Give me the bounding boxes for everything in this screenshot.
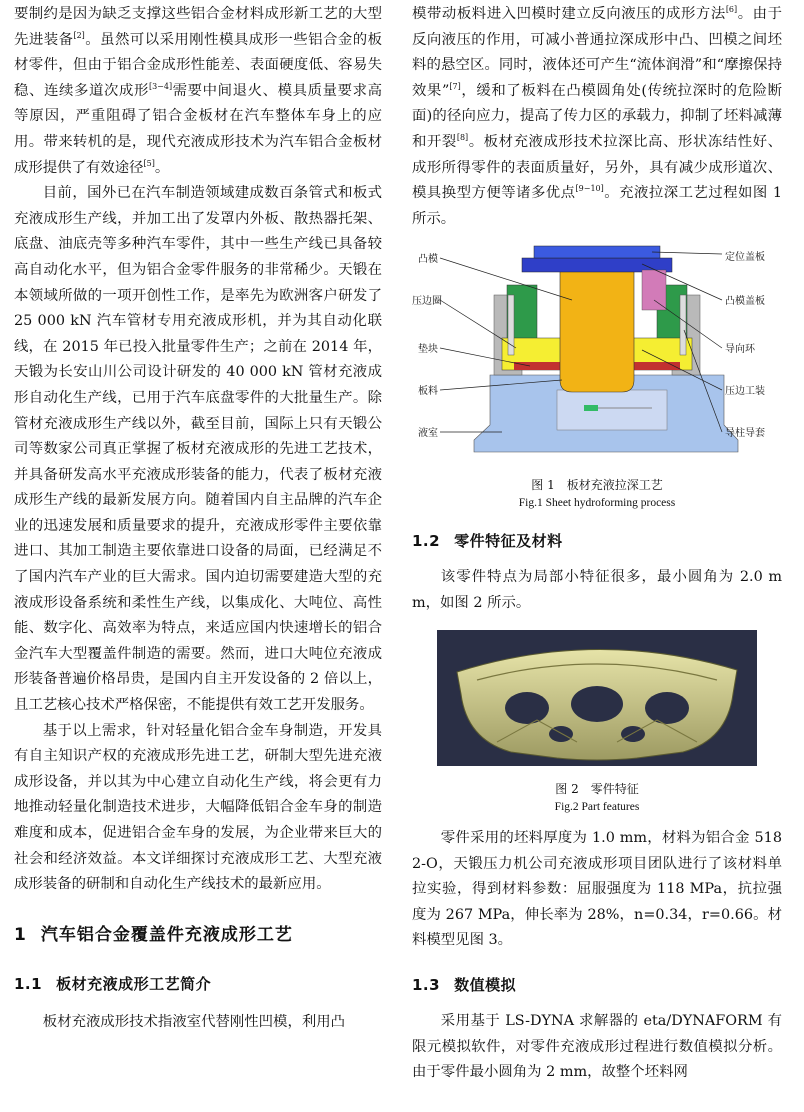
left-pad bbox=[514, 362, 562, 370]
positioning-cover-plate bbox=[534, 246, 660, 258]
fluid-inlet bbox=[584, 405, 598, 411]
right-pad bbox=[632, 362, 680, 370]
right-section-1-2 bbox=[412, 530, 782, 616]
right-guide-pin bbox=[680, 295, 686, 355]
label-liquid-chamber: 液室 bbox=[418, 428, 438, 439]
label-blank-holder: 压边圈 bbox=[412, 296, 442, 307]
section-heading-1: 1 汽车铝合金覆盖件充液成形工艺 bbox=[14, 924, 293, 945]
leader-line bbox=[652, 252, 722, 254]
figure-1-caption-en: Fig.1 Sheet hydroforming process bbox=[518, 497, 676, 509]
figure-2-caption-cn: 图 2 零件特征 bbox=[555, 782, 639, 796]
right-paragraph-2: 该零件特点为局部小特征很多，最小圆角为 2.0 mm，如图 2 所示。 bbox=[412, 569, 782, 611]
right-paragraph-3: 零件采用的坯料厚度为 1.0 mm，材料为铝合金 5182-O，天锻压力机公司充液成形项目团队进行了该材料单拉实验，得到材料参数：屈服强度为 118 MPa，抗拉强度为 267 MPa，伸长率为 28%，n=0.34，r=0.66。材料模型见图 3。 bbox=[412, 830, 782, 949]
left-column bbox=[14, 0, 382, 1035]
label-guide-pin-sleeve: 导柱导套 bbox=[725, 428, 765, 439]
figure-1-hydroforming-diagram bbox=[412, 240, 782, 472]
figure-2-svg bbox=[437, 630, 757, 766]
figure-1-caption bbox=[412, 476, 782, 512]
subsection-heading-1-1: 1.1 板材充液成形工艺简介 bbox=[14, 974, 212, 993]
subsection-heading-1-3: 1.3 数值模拟 bbox=[412, 975, 517, 994]
figure-2-caption bbox=[412, 780, 782, 816]
part-hole bbox=[645, 692, 689, 724]
label-punch-cover-plate: 凸模盖板 bbox=[725, 296, 765, 307]
figure-2-part-image bbox=[437, 630, 757, 766]
right-paragraph-4: 采用基于 LS-DYNA 求解器的 eta/DYNAFORM 有限元模拟软件，对零件充液成形过程进行数值模拟分析。由于零件最小圆角为 2 mm，故整个坯料网 bbox=[412, 1012, 782, 1081]
label-guide-ring: 导向环 bbox=[725, 344, 755, 355]
punch bbox=[560, 270, 634, 392]
guide-ring bbox=[642, 270, 666, 310]
left-paragraph-4: 板材充液成形技术指液室代替刚性凹模，利用凸 bbox=[42, 1013, 346, 1030]
label-pad: 垫块 bbox=[418, 344, 438, 355]
right-paragraph-1: 模带动板料进入凹模时建立反向液压的成形方法[6]。由于反向液压的作用，可减小普通拉深成形中凸、凹模之间坯料的悬空区。同时，液体还可产生“流体润滑”和“摩擦保持效果”[7]，缓和了板料在凸模圆角处(传统拉深时的危险断面)的径向应力，提高了传力区的承载力，抑制了坯料减薄和开裂[8]。板材充液成形技术拉深比高、形状冻结性好、成形所得零件的表面质量好，另外，具有减少成形道次、模具换型方便等诸多优点[9−10]。充液拉深工艺过程如图 1 所示。 bbox=[412, 5, 783, 227]
figure-1-caption-cn: 图 1 板材充液拉深工艺 bbox=[531, 478, 663, 492]
label-sheet: 板料 bbox=[418, 386, 438, 397]
left-paragraph-2: 目前，国外已在汽车制造领域建成数百条管式和板式充液成形生产线，并加工出了发罩内外板、散热器托架、底盘、油底壳等多种汽车零件，其中一些生产线已具备较高自动化水平，但为铝合金零件服务的非常稀少。天锻在本领域所做的一项开创性工作，是率先为欧洲客户研发了 25 000 kN 汽车管材专用充液成形机，并为其自动化联线，在 2015 年已投入批量零件生产；之前在 2014 年，天锻为长安山川公司设计研发的 40 000 kN 管材充液成形自动化生产线，已用于汽车底盘零件的大批量生产。除管材充液成形生产线以外，截至目前，国际上只有天锻公司等数家公司真正掌握了板材充液成形的先进工艺技术，并具备研发高水平充液成形装备的能力，代表了板材充液成形生产线的最新发展方向。随着国内自主品牌的汽车企业的迅速发展和质量要求的提升，充液成形零件主要依靠进口、其加工制造主要依靠进口设备的局面，已经满足不了国内汽车产业的巨大需求。国内迫切需要建造大型的充液成形设备系统和柔性生产线，以集成化、大吨位、高性能、数字化、高效率为特点，来适应国内快速增长的铝合金汽车大型覆盖件制造的需要。然而，进口大吨位充液成形装备普遍价格昂贵，是国内自主开发设备的 2 倍以上，且工艺核心技术严格保密，不能提供有效工艺开发服务。 bbox=[14, 185, 382, 714]
chamber-cavity bbox=[557, 390, 667, 430]
subsection-heading-1-2: 1.2 零件特征及材料 bbox=[412, 532, 563, 550]
right-column bbox=[412, 0, 782, 232]
left-paragraph-1: 要制约是因为缺乏支撑这些铝合金材料成形新工艺的大型先进装备[2]。虽然可以采用刚性模具成形一些铝合金的板材零件，但由于铝合金成形性能差、表面硬度低、容易失稳、连续多道次成形[3−4]需要中间退火、模具质量要求高等原因，严重阻碍了铝合金板材在汽车整体车身上的应用。带来转机的是，现代充液成形技术为汽车铝合金板材成形提供了有效途径[5]。 bbox=[14, 6, 382, 176]
part-hole bbox=[571, 686, 623, 722]
label-positioning-cover-plate: 定位盖板 bbox=[725, 252, 765, 263]
label-holder-tooling: 压边工装 bbox=[725, 386, 765, 397]
left-paragraph-3: 基于以上需求，针对轻量化铝合金车身制造，开发具有自主知识产权的充液成形先进工艺，研制大型先进充液成形设备，并以其为中心建立自动化生产线，将会更有力地推动轻量化制造技术进步，大幅降低铝合金车身的制造难度和成本，促进铝合金车身的发展，为企业带来巨大的社会和经济效益。本文详细探讨充液成形工艺、大型充液成形装备的研制和自动化生产线技术的最新应用。 bbox=[14, 722, 382, 893]
figure-2-caption-en: Fig.2 Part features bbox=[554, 801, 640, 813]
part-hole bbox=[505, 692, 549, 724]
label-punch: 凸模 bbox=[418, 254, 438, 265]
right-section-materials bbox=[412, 826, 782, 1086]
